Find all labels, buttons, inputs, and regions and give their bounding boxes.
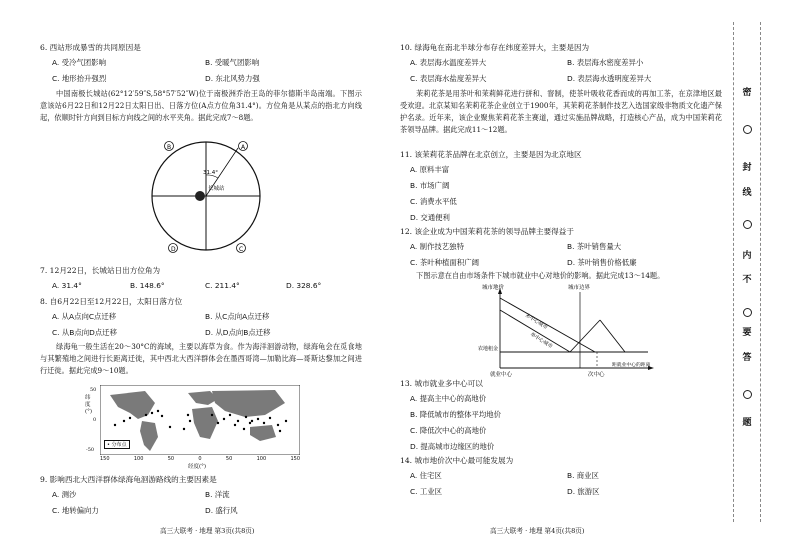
map-ytick-0: 0 [93,417,97,423]
land-price-graph [470,282,670,382]
graph-xlabel: 距就业中心的距离 [612,363,651,368]
seal-char: 线 [742,188,752,198]
q14-stem: 14. 城市地价次中心最可能发展为 [400,456,514,465]
q10-option-b: B. 表层海水密度差异小 [567,58,644,67]
q7-option-d: D. 328.6° [286,281,322,290]
q6-option-b: B. 受暖气团影响 [205,58,260,67]
q8-option-a: A. 从A点向C点迁移 [52,312,117,321]
graph-ylabel: 城市地价 [482,285,505,291]
graph-x2: 次中心 [588,372,605,378]
q7-option-a: A. 31.4° [52,281,82,290]
q13-stem: 13. 城市就业多中心可以 [400,379,483,388]
q12-option-d: D. 茶叶销售价格低廉 [567,258,637,267]
q13-option-c: C. 降低次中心的高地价 [410,426,487,435]
q11-option-c: C. 消费水平低 [410,197,457,206]
passage-land-price: 下图示意在自由市场条件下城市就业中心对地价的影响。据此完成13～14题。 [416,271,665,280]
station-label: 长城站 [208,186,225,192]
q9-option-b: B. 洋流 [205,490,230,499]
q6-option-a: A. 受冷气团影响 [52,58,106,67]
passage-green-turtle: 绿海龟一般生活在20～30°C的海域，主要以海草为食。作为海洋洄游动物，绿海龟会在觅食地与其繁殖地之间进行长距离迁徙，其中西北大西洋群体会在墨西哥湾—加勒比海—哥斯达黎加之间进行迁徙。据此完成9～10题。 [40,342,362,375]
diagram-point-b: B [167,144,172,151]
q14-option-a: A. 住宅区 [410,471,442,480]
passage-changcheng: 中国南极长城站(62°12′59″S,58°57′52″W)位于南极洲乔治王岛的菲尔德斯半岛南端。下图示意该站6月22日和12月22日太阳日出、日落方位(A点方位角31.4°)。方位角是从某点的指北方向线起，依顺时针方向到目标方向线之间的水平夹角。据此完成7～8题。 [40,89,362,122]
q7-stem: 7. 12月22日，长城站日出方位角为 [40,266,161,275]
seal-circle [743,125,752,134]
q11-option-a: A. 原料丰富 [410,165,450,174]
q13-option-d: D. 提高城市边缘区的地价 [410,442,495,451]
q14-option-d: D. 旅游区 [567,487,600,496]
q10-option-a: A. 表层海水温度差异大 [410,58,487,67]
seal-char: 要 [742,328,752,338]
graph-line-single: 单中心城市 [528,331,554,350]
diagram-point-d: D [171,246,176,253]
graph-x1: 就业中心 [490,372,513,378]
q8-option-c: C. 从B点向D点迁移 [52,328,117,337]
seal-circle [743,390,752,399]
graph-boundary: 城市边界 [568,285,591,291]
map-xticks [100,456,300,462]
angle-label: 31.4° [203,170,218,176]
map-xtick: 0 [198,456,202,462]
seal-line [760,22,762,522]
q10-option-c: C. 表层海水盐度差异大 [410,74,487,83]
seal-char: 不 [742,275,752,285]
q14-option-b: B. 商业区 [567,471,599,480]
q11-option-d: D. 交通便利 [410,213,450,222]
map-ylabel: 纬度(°) [85,395,93,415]
q6-option-d: D. 东北风势力强 [205,74,260,83]
q12-option-c: C. 茶叶种植面积广阔 [410,258,479,267]
passage-jasmine-tea: 茉莉花茶是用茶叶和茉莉鲜花进行拼和、窨制，使茶叶吸收花香而成的再加工茶，在京津地区最受欢迎。北京某知名茉莉花茶企业创立于1900年，其茉莉花茶制作技艺入选国家级非物质文化遗产保护名录。近年来，该企业聚焦茉莉花茶主赛道，通过实施品牌战略，打造核心产品，成为中国茉莉花茶领导品牌。据此完成11～12题。 [400,89,722,134]
turtle-distribution-map [100,385,300,455]
q13-option-b: B. 降低城市的整体平均地价 [410,410,502,419]
graph-line-multi: 多中心城市 [523,312,549,331]
q8-stem: 8. 自6月22日至12月22日，太阳日落方位 [40,297,183,306]
q12-stem: 12. 该企业成为中国茉莉花茶的领导品牌主要得益于 [400,227,574,236]
seal-char: 密 [742,88,752,98]
q9-option-a: A. 测沙 [52,490,77,499]
diagram-point-a: A [241,144,246,151]
q9-option-d: D. 盛行风 [205,506,238,515]
map-xlabel: 经度(°) [188,464,207,470]
seal-char: 答 [742,353,752,363]
graph-agri: 农地租金 [478,346,499,352]
q14-option-c: C. 工业区 [410,487,443,496]
q10-stem: 10. 绿海龟在南北半球分布存在纬度差异大，主要是因为 [400,43,590,52]
seal-line [733,22,735,522]
q6-option-c: C. 地形抬升强烈 [52,74,107,83]
q7-option-b: B. 148.6° [130,281,165,290]
map-xtick: 150 [290,456,300,462]
seal-char: 题 [742,418,752,428]
q9-option-c: C. 地转偏向力 [52,506,99,515]
seal-char: 封 [742,163,752,173]
map-xtick: 100 [133,456,144,462]
map-legend: • 分布点 [104,440,130,449]
seal-circle [743,308,752,317]
diagram-point-c: C [239,246,244,253]
seal-circle [743,220,752,229]
map-ytick-50: 50 [90,387,97,393]
q6-stem: 6. 西站形成暴雪的共同原因是 [40,43,141,52]
q12-option-a: A. 制作技艺独特 [410,242,464,251]
map-xtick: 50 [225,456,233,462]
sun-azimuth-diagram [148,133,268,258]
map-xtick: 100 [256,456,267,462]
q7-option-c: C. 211.4° [205,281,240,290]
q8-option-d: D. 从D点向B点迁移 [205,328,271,337]
q13-option-a: A. 提高主中心的高地价 [410,394,487,403]
q11-stem: 11. 该茉莉花茶品牌在北京创立，主要是因为北京地区 [400,150,582,159]
footer-page3: 高三大联考 · 地理 第3页(共8页) [160,527,255,535]
q10-option-d: D. 表层海水透明度差异大 [567,74,652,83]
map-xtick: 50 [167,456,175,462]
q8-option-b: B. 从C点向A点迁移 [205,312,270,321]
seal-char: 内 [742,251,752,261]
map-ytick-neg50: -50 [86,447,95,453]
q11-option-b: B. 市场广阔 [410,181,450,190]
footer-page4: 高三大联考 · 地理 第4页(共8页) [490,527,585,535]
map-xtick: 150 [100,456,110,462]
q9-stem: 9. 影响西北大西洋群体绿海龟洄游路线的主要因素是 [40,475,217,484]
q12-option-b: B. 茶叶销售量大 [567,242,622,251]
